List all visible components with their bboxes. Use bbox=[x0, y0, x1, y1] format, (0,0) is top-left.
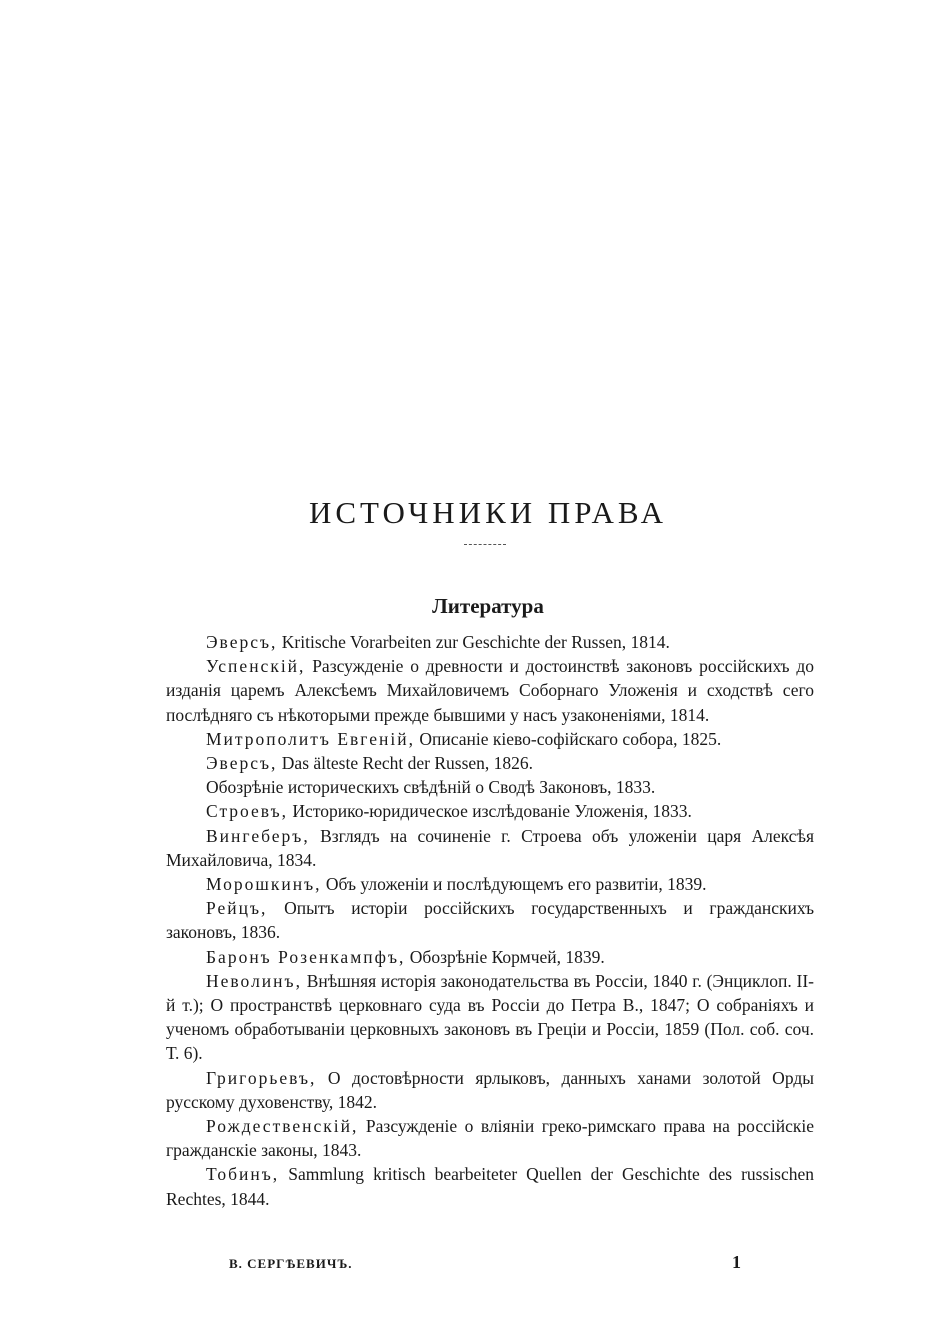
section-title: Литература bbox=[432, 594, 544, 619]
entry-text: О достовѣрности ярлыковъ, данныхъ ханами золотой Орды русскому духовенству, 1842. bbox=[166, 1067, 814, 1112]
bibliography-entry bbox=[166, 630, 814, 654]
entry-author: Неволинъ, bbox=[206, 970, 302, 991]
bibliography-entry bbox=[166, 654, 814, 727]
title-divider bbox=[464, 544, 506, 545]
bibliography-list bbox=[166, 630, 814, 1211]
entry-text: Внѣшняя исторія законодательства въ Россіи, 1840 г. (Энциклоп. II-й т.); О пространствѣ церковнаго суда въ Россіи до Петра В., 1847; О собраніяхъ и ученомъ обработываніи церковныхъ законовъ въ Греціи и Россіи, 1859 (Пол. соб. соч. Т. 6). bbox=[166, 970, 814, 1064]
bibliography-entry bbox=[166, 824, 814, 872]
bibliography-entry bbox=[166, 727, 814, 751]
bibliography-entry bbox=[166, 872, 814, 896]
bibliography-entry bbox=[166, 799, 814, 823]
entry-author: Эверсъ, bbox=[206, 753, 278, 774]
bibliography-entry bbox=[166, 969, 814, 1066]
entry-author: Эверсъ, bbox=[206, 632, 278, 652]
entry-text: Kritische Vorarbeiten zur Geschichte der Russen, 1814. bbox=[277, 632, 670, 652]
entry-text: Разсужденіе о вліяніи греко-римскаго права на россійскіе гражданскіе законы, 1843. bbox=[166, 1116, 814, 1161]
footer-author: В. СЕРГѢЕВИЧЪ. bbox=[229, 1256, 353, 1271]
bibliography-entry bbox=[166, 945, 814, 969]
entry-text: Разсужденіе о древности и достоинствѣ законовъ россійскихъ до изданія царемъ Алексѣемъ Михайловичемъ Соборнаго Уложенія и сходствѣ сего послѣдняго съ нѣкоторыми прежде бывшими у насъ узаконеніями, 1814. bbox=[166, 656, 814, 725]
page-footer bbox=[229, 1252, 741, 1276]
entry-author: Успенскій, bbox=[206, 656, 306, 677]
entry-text: Описаніе кіево-софійскаго собора, 1825. bbox=[414, 728, 722, 749]
bibliography-entry bbox=[166, 775, 814, 799]
entry-text: Историко-юридическое изслѣдованіе Уложенія, 1833. bbox=[288, 801, 692, 822]
entry-text: Взглядъ на сочиненіе г. Строева объ уложеніи царя Алексѣя Михайловича, 1834. bbox=[166, 825, 814, 870]
entry-text: Sammlung kritisch bearbeiteter Quellen der Geschichte des russischen Rechtes, 1844. bbox=[166, 1164, 814, 1209]
entry-text: Объ уложеніи и послѣдующемъ его развитіи, 1839. bbox=[321, 874, 707, 895]
bibliography-entry bbox=[166, 1114, 814, 1162]
entry-text: Das älteste Recht der Russen, 1826. bbox=[277, 753, 534, 774]
chapter-title: ИСТОЧНИКИ ПРАВА bbox=[308, 494, 668, 530]
entry-author: Григорьевъ, bbox=[206, 1067, 317, 1088]
entry-author: Баронъ Розенкампфъ, bbox=[206, 946, 406, 967]
bibliography-entry bbox=[166, 1162, 814, 1210]
signature-mark: 1 bbox=[732, 1252, 741, 1272]
entry-author: Морошкинъ, bbox=[206, 874, 322, 895]
bibliography-entry bbox=[166, 751, 814, 775]
bibliography-entry bbox=[166, 896, 814, 944]
bibliography-entry bbox=[166, 1066, 814, 1114]
entry-author: Рождественскій, bbox=[206, 1116, 359, 1137]
entry-text: Опытъ исторіи россійскихъ государственныхъ и гражданскихъ законовъ, 1836. bbox=[166, 898, 814, 943]
entry-author: Вингеберъ, bbox=[206, 825, 310, 846]
entry-text: Обозрѣніе историческихъ свѣдѣній о Сводѣ Законовъ, 1833. bbox=[206, 777, 656, 798]
entry-text: Обозрѣніе Кормчей, 1839. bbox=[405, 946, 605, 967]
entry-author: Митрополитъ Евгеній, bbox=[206, 728, 415, 749]
entry-author: Строевъ, bbox=[206, 801, 289, 822]
entry-author: Тобинъ, bbox=[206, 1164, 280, 1185]
entry-author: Рейцъ, bbox=[206, 898, 268, 919]
